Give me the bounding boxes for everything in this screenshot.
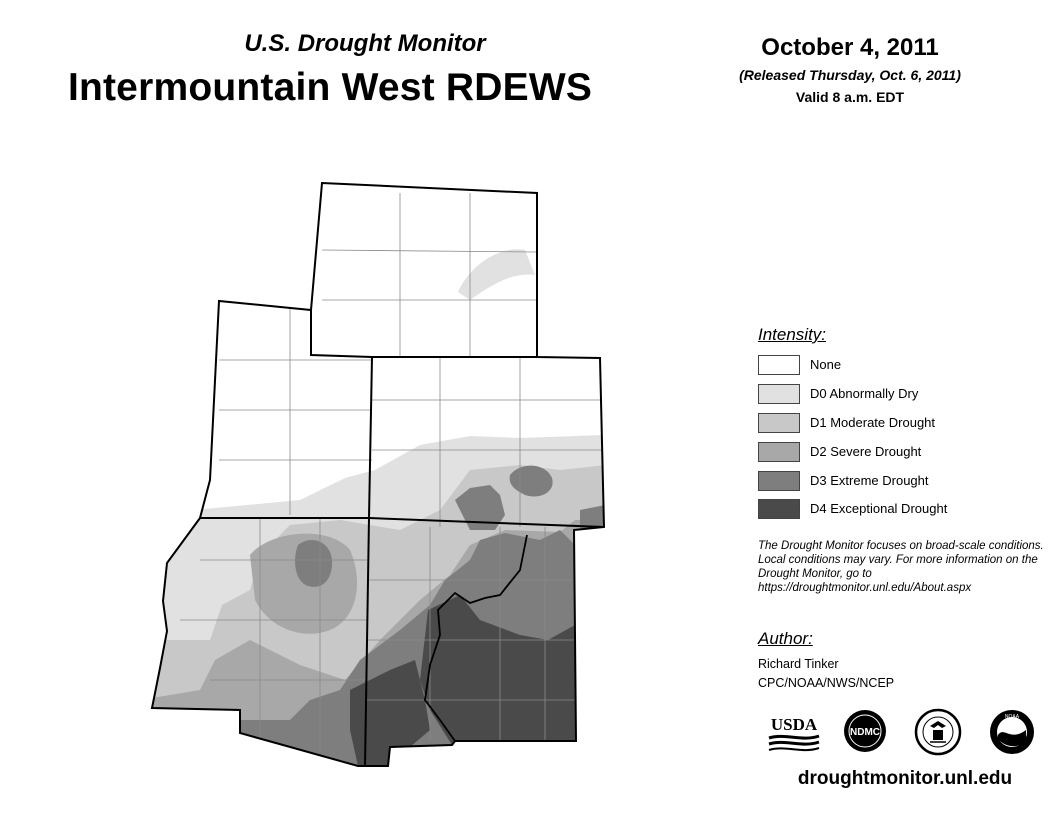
author-name: Richard Tinker (758, 657, 839, 671)
legend-label: D3 Extreme Drought (810, 473, 929, 488)
legend-title: Intensity: (758, 325, 827, 344)
legend-label: None (810, 357, 842, 372)
footer-url[interactable]: droughtmonitor.unl.edu (797, 768, 1013, 789)
legend-label: D0 Abnormally Dry (810, 386, 919, 401)
legend-swatch (758, 471, 800, 491)
drought-map (140, 170, 620, 780)
legend-swatch (758, 442, 800, 462)
usda-logo (766, 708, 822, 752)
ndmc-logo (842, 708, 888, 754)
legend-label: D1 Moderate Drought (810, 415, 936, 430)
map-subtitle: U.S. Drought Monitor (244, 30, 486, 57)
legend-label: D4 Exceptional Drought (810, 501, 948, 516)
info-note: The Drought Monitor focuses on broad-scale conditions. Local conditions may vary. For more information on the Drought Monitor, go to https://droughtmonitor.unl.edu/About.aspx (758, 540, 1044, 594)
ndmc-logo-text: NDMC (850, 727, 880, 738)
legend-swatch (758, 499, 800, 519)
noaa-logo (988, 708, 1036, 756)
map-title: Intermountain West RDEWS (67, 66, 593, 109)
usda-logo-text: USDA (770, 715, 818, 734)
author-heading: Author: (758, 629, 813, 648)
legend-swatch (758, 413, 800, 433)
commerce-seal-logo (914, 708, 962, 756)
noaa-logo-text: NOAA (1004, 714, 1020, 720)
author-org: CPC/NOAA/NWS/NCEP (758, 676, 895, 690)
release-date: (Released Thursday, Oct. 6, 2011) (739, 67, 961, 83)
legend-swatch (758, 355, 800, 375)
legend-label: D2 Severe Drought (810, 444, 922, 459)
legend-swatch (758, 384, 800, 404)
map-date: October 4, 2011 (761, 34, 939, 61)
d3-area-west (295, 540, 332, 587)
valid-time: Valid 8 a.m. EDT (795, 89, 905, 105)
